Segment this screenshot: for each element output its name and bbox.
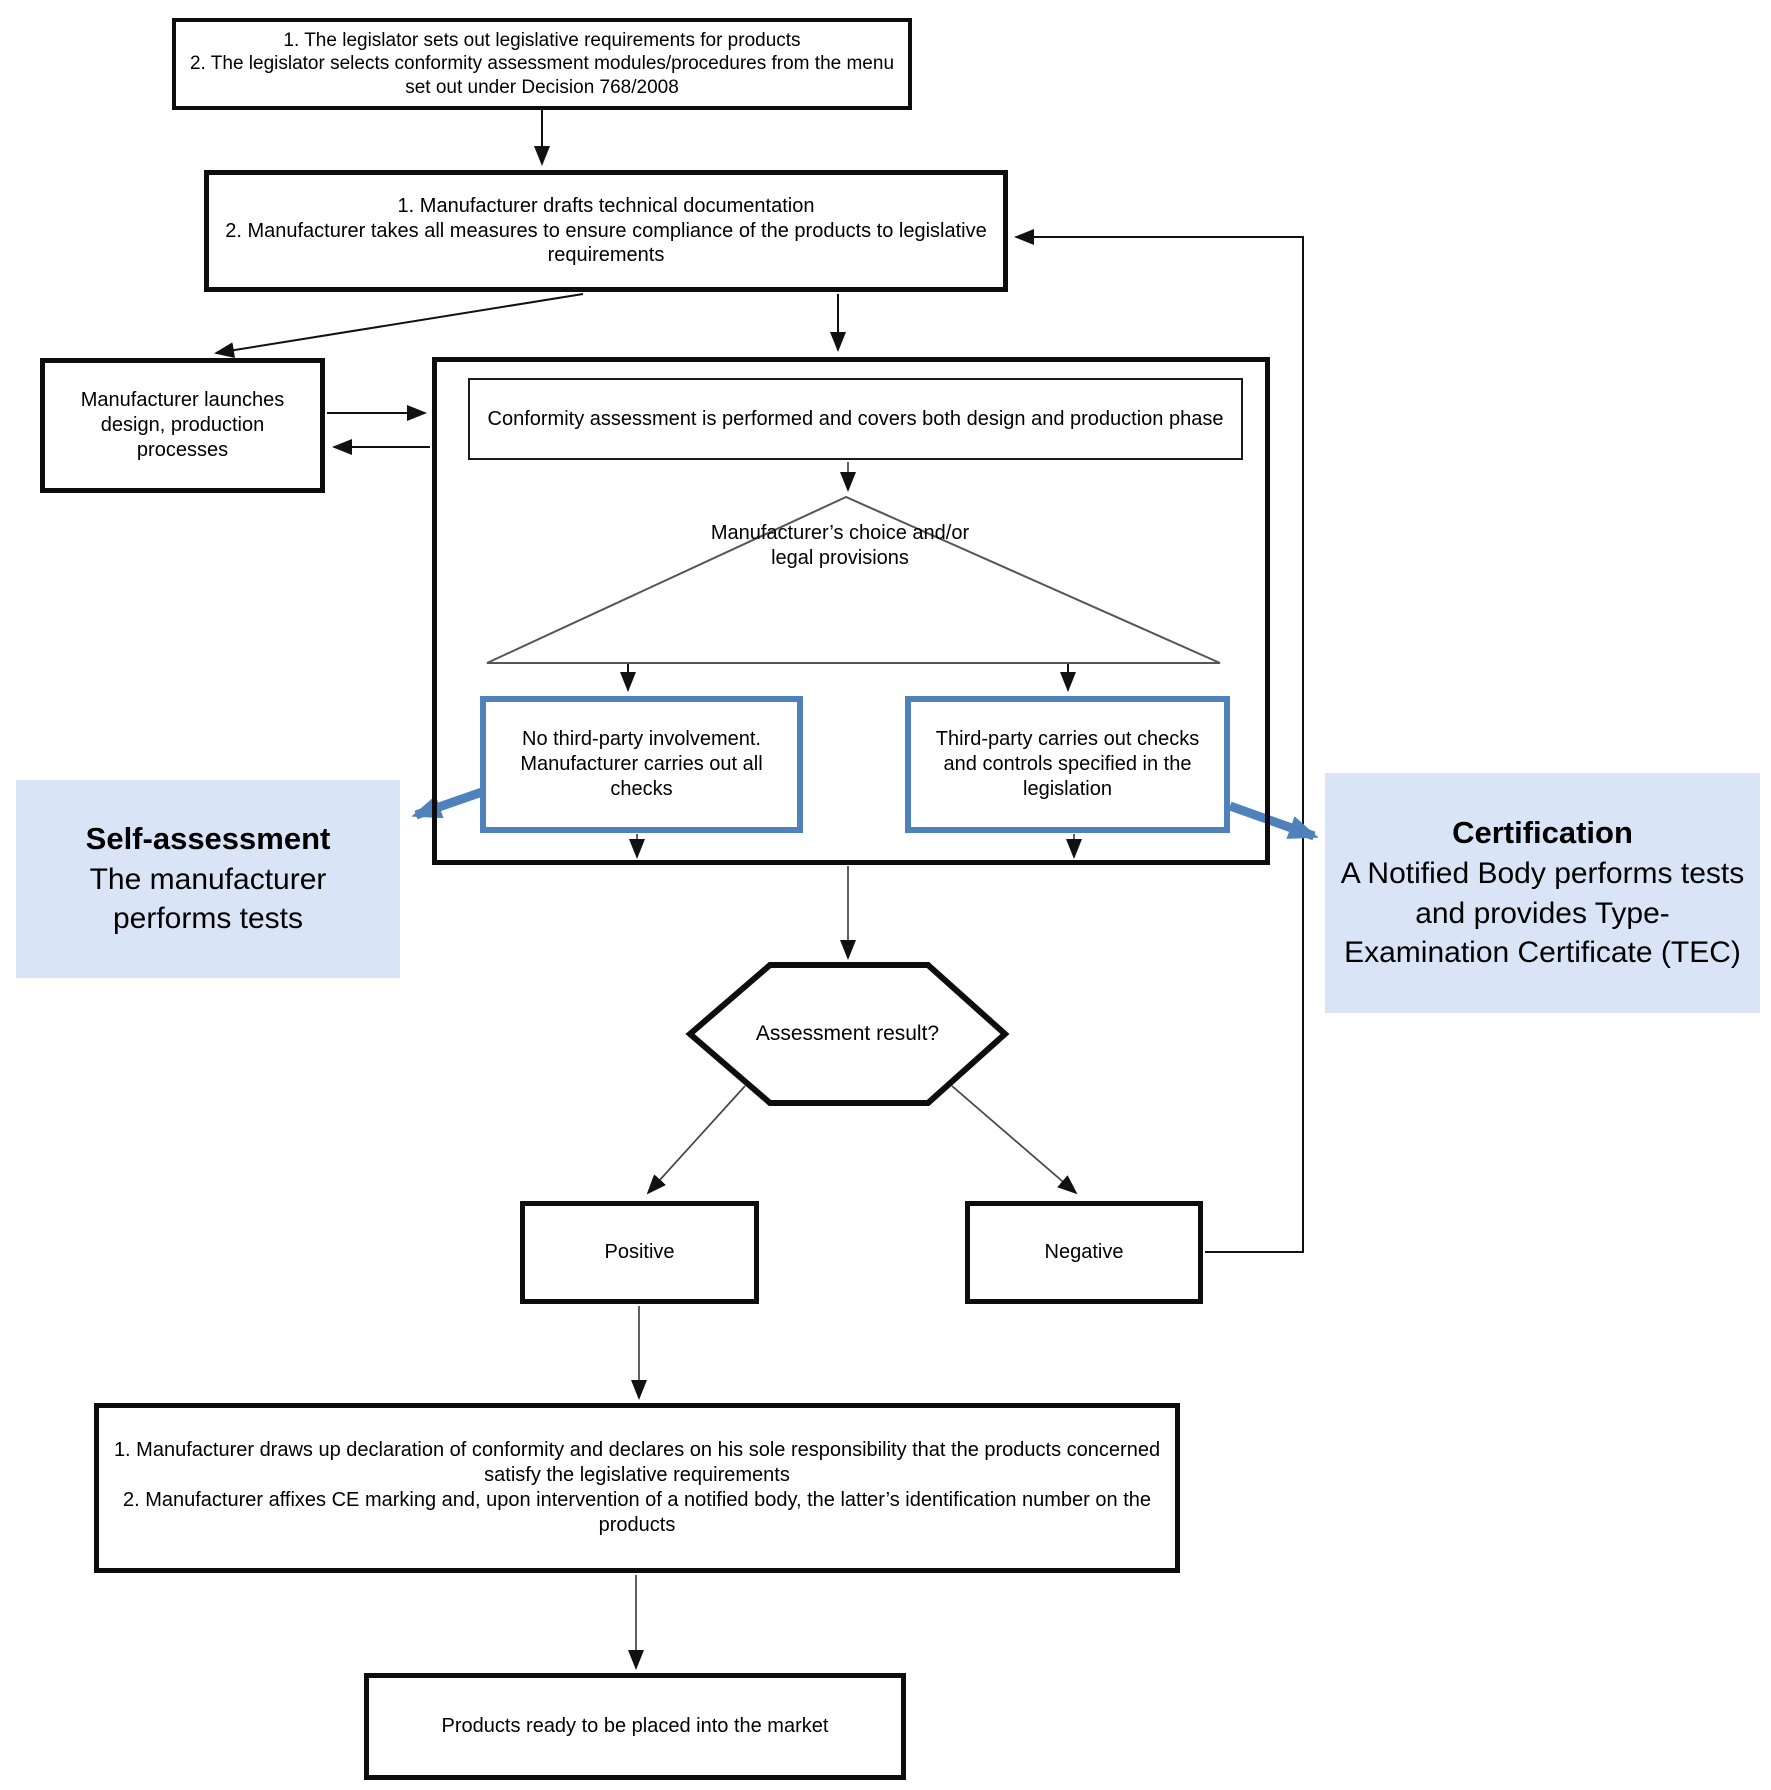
box-legislator-item2: 2. The legislator selects conformity assessment modules/procedures from the menu set out under Decision 768/2008	[189, 53, 895, 98]
box-market-ready-text: Products ready to be placed into the market	[441, 1715, 829, 1738]
box-third-party	[905, 696, 1230, 833]
panel-certification	[1325, 773, 1760, 1013]
box-launch-design-text: Manufacturer launches design, production processes	[80, 389, 285, 461]
box-conformity-header-text: Conformity assessment is performed and covers both design and production phase	[487, 407, 1224, 430]
box-positive	[520, 1201, 759, 1304]
box-no-third-party-text: No third-party involvement. Manufacturer carries out all checks	[520, 728, 763, 800]
box-declaration-item1: 1. Manufacturer draws up declaration of conformity and declares on his sole responsibility that the products concerned satisfy the legislative requirements	[113, 1439, 1161, 1487]
triangle-choice-label: Manufacturer’s choice and/or legal provisions	[710, 522, 970, 569]
box-declaration	[94, 1403, 1180, 1573]
panel-self-assessment-title: Self-assessment	[85, 820, 331, 856]
box-third-party-text: Third-party carries out checks and controls specified in the legislation	[935, 728, 1200, 800]
hexagon-assessment-result-label: Assessment result?	[755, 1021, 940, 1045]
box-negative	[965, 1201, 1203, 1304]
box-launch-design	[40, 358, 325, 493]
box-technical-documentation-item1: 1. Manufacturer drafts technical documentation	[397, 194, 815, 217]
panel-certification-body: A Notified Body performs tests and provides Type-Examination Certificate (TEC)	[1340, 857, 1745, 970]
box-no-third-party	[480, 696, 803, 833]
panel-certification-title: Certification	[1452, 815, 1633, 851]
box-legislator-item1: 1. The legislator sets out legislative requirements for products	[283, 29, 801, 51]
box-conformity-header	[468, 378, 1243, 460]
box-market-ready	[364, 1673, 906, 1780]
box-technical-documentation	[204, 170, 1008, 292]
box-positive-text: Positive	[604, 1241, 675, 1264]
box-technical-documentation-item2: 2. Manufacturer takes all measures to ensure compliance of the products to legislative requirements	[225, 219, 987, 267]
box-legislator	[172, 18, 912, 110]
box-declaration-item2: 2. Manufacturer affixes CE marking and, upon intervention of a notified body, the latter’s identification number on the products	[122, 1489, 1152, 1536]
arrow-docs-to-launch	[216, 294, 583, 353]
box-negative-text: Negative	[1044, 1241, 1124, 1264]
panel-self-assessment-body: The manufacturer performs tests	[89, 862, 327, 936]
panel-self-assessment	[16, 780, 400, 978]
